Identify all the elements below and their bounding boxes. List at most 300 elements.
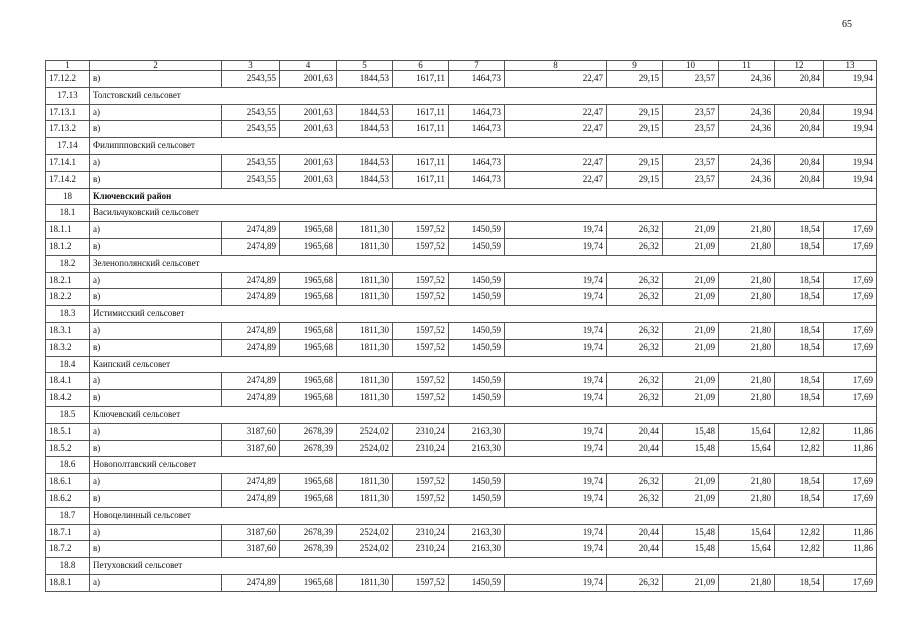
section-row [46, 138, 877, 155]
value-cell: 11,86 [824, 440, 877, 457]
table-row [46, 524, 877, 541]
value-cell: 19,74 [505, 339, 607, 356]
value-cell: 1450,59 [449, 474, 505, 491]
value-cell: 1844,53 [337, 171, 393, 188]
value-cell: 1450,59 [449, 272, 505, 289]
value-cell: 17,69 [824, 390, 877, 407]
value-cell: 1617,11 [393, 171, 449, 188]
value-cell: 2543,55 [222, 171, 280, 188]
value-cell: 1965,68 [280, 272, 337, 289]
value-cell: 1597,52 [393, 373, 449, 390]
value-cell: 1597,52 [393, 390, 449, 407]
value-cell: 2163,30 [449, 440, 505, 457]
value-cell: 1617,11 [393, 121, 449, 138]
section-title: Новоцелинный сельсовет [90, 507, 877, 524]
tariff-table [45, 60, 877, 592]
table-row [46, 423, 877, 440]
table-body [46, 61, 877, 592]
value-cell: 17,69 [824, 322, 877, 339]
value-cell: 23,57 [663, 171, 719, 188]
value-cell: 15,64 [719, 524, 775, 541]
value-cell: 2543,55 [222, 154, 280, 171]
value-cell: 26,32 [607, 390, 663, 407]
value-cell: 18,54 [775, 289, 824, 306]
column-header: 10 [663, 61, 719, 71]
column-header: 8 [505, 61, 607, 71]
value-cell: 2474,89 [222, 272, 280, 289]
column-header: 3 [222, 61, 280, 71]
value-cell: 26,32 [607, 222, 663, 239]
value-cell: 21,80 [719, 238, 775, 255]
value-cell: 1965,68 [280, 474, 337, 491]
row-code: 18.3.1 [46, 322, 90, 339]
value-cell: 26,32 [607, 238, 663, 255]
row-code: 17.12.2 [46, 71, 90, 88]
section-title: Петуховский сельсовет [90, 558, 877, 575]
value-cell: 21,09 [663, 574, 719, 591]
value-cell: 20,84 [775, 104, 824, 121]
value-cell: 24,36 [719, 104, 775, 121]
column-header: 13 [824, 61, 877, 71]
value-cell: 23,57 [663, 104, 719, 121]
page-number: 65 [842, 19, 852, 30]
section-row [46, 507, 877, 524]
value-cell: 20,44 [607, 541, 663, 558]
value-cell: 1844,53 [337, 104, 393, 121]
section-title: Новополтавский сельсовет [90, 457, 877, 474]
row-code: 18.1.2 [46, 238, 90, 255]
value-cell: 26,32 [607, 474, 663, 491]
value-cell: 18,54 [775, 272, 824, 289]
value-cell: 1450,59 [449, 322, 505, 339]
value-cell: 1464,73 [449, 154, 505, 171]
row-code: 18.8 [46, 558, 90, 575]
value-cell: 21,09 [663, 272, 719, 289]
row-label: в) [90, 289, 222, 306]
value-cell: 2543,55 [222, 71, 280, 88]
value-cell: 15,48 [663, 440, 719, 457]
value-cell: 20,84 [775, 71, 824, 88]
table-row [46, 121, 877, 138]
value-cell: 1450,59 [449, 490, 505, 507]
value-cell: 1965,68 [280, 289, 337, 306]
row-code: 18.4 [46, 356, 90, 373]
row-label: в) [90, 390, 222, 407]
row-code: 18 [46, 188, 90, 205]
row-label: а) [90, 423, 222, 440]
table-row [46, 490, 877, 507]
table-row [46, 71, 877, 88]
value-cell: 17,69 [824, 238, 877, 255]
value-cell: 1617,11 [393, 154, 449, 171]
value-cell: 2474,89 [222, 373, 280, 390]
row-code: 18.4.1 [46, 373, 90, 390]
section-title: Ключевский район [90, 188, 877, 205]
column-header: 7 [449, 61, 505, 71]
value-cell: 15,64 [719, 440, 775, 457]
value-cell: 18,54 [775, 238, 824, 255]
value-cell: 21,80 [719, 574, 775, 591]
value-cell: 1811,30 [337, 322, 393, 339]
row-label: в) [90, 339, 222, 356]
row-code: 18.3.2 [46, 339, 90, 356]
table-row [46, 474, 877, 491]
row-code: 17.14.2 [46, 171, 90, 188]
section-title: Филиппповский сельсовет [90, 138, 877, 155]
value-cell: 1617,11 [393, 71, 449, 88]
value-cell: 19,94 [824, 104, 877, 121]
row-label: а) [90, 154, 222, 171]
value-cell: 11,86 [824, 541, 877, 558]
row-label: в) [90, 541, 222, 558]
row-code: 18.8.1 [46, 574, 90, 591]
value-cell: 2474,89 [222, 490, 280, 507]
value-cell: 17,69 [824, 574, 877, 591]
value-cell: 19,94 [824, 171, 877, 188]
value-cell: 1597,52 [393, 574, 449, 591]
value-cell: 2310,24 [393, 524, 449, 541]
value-cell: 23,57 [663, 121, 719, 138]
value-cell: 1597,52 [393, 322, 449, 339]
value-cell: 1811,30 [337, 238, 393, 255]
value-cell: 2001,63 [280, 71, 337, 88]
value-cell: 1811,30 [337, 574, 393, 591]
value-cell: 1597,52 [393, 339, 449, 356]
value-cell: 1965,68 [280, 339, 337, 356]
value-cell: 18,54 [775, 474, 824, 491]
column-header: 6 [393, 61, 449, 71]
row-code: 18.4.2 [46, 390, 90, 407]
value-cell: 19,74 [505, 322, 607, 339]
column-header: 1 [46, 61, 90, 71]
row-label: в) [90, 238, 222, 255]
value-cell: 29,15 [607, 71, 663, 88]
value-cell: 2524,02 [337, 423, 393, 440]
value-cell: 22,47 [505, 154, 607, 171]
value-cell: 21,80 [719, 474, 775, 491]
value-cell: 18,54 [775, 574, 824, 591]
value-cell: 11,86 [824, 423, 877, 440]
value-cell: 21,09 [663, 222, 719, 239]
header-row [46, 61, 877, 71]
value-cell: 2474,89 [222, 238, 280, 255]
value-cell: 19,74 [505, 490, 607, 507]
column-header: 11 [719, 61, 775, 71]
value-cell: 1811,30 [337, 373, 393, 390]
value-cell: 18,54 [775, 373, 824, 390]
value-cell: 21,80 [719, 272, 775, 289]
value-cell: 2001,63 [280, 104, 337, 121]
value-cell: 19,74 [505, 238, 607, 255]
row-code: 18.7.1 [46, 524, 90, 541]
value-cell: 20,44 [607, 524, 663, 541]
value-cell: 2163,30 [449, 541, 505, 558]
value-cell: 18,54 [775, 490, 824, 507]
value-cell: 1844,53 [337, 154, 393, 171]
value-cell: 21,80 [719, 373, 775, 390]
value-cell: 22,47 [505, 71, 607, 88]
value-cell: 24,36 [719, 71, 775, 88]
row-code: 18.2.2 [46, 289, 90, 306]
row-label: а) [90, 373, 222, 390]
row-code: 18.3 [46, 306, 90, 323]
value-cell: 2474,89 [222, 574, 280, 591]
value-cell: 19,74 [505, 574, 607, 591]
section-row [46, 306, 877, 323]
section-title: Ключевский сельсовет [90, 406, 877, 423]
value-cell: 2524,02 [337, 541, 393, 558]
value-cell: 2474,89 [222, 222, 280, 239]
row-code: 18.5 [46, 406, 90, 423]
value-cell: 2474,89 [222, 322, 280, 339]
value-cell: 3187,60 [222, 423, 280, 440]
value-cell: 2474,89 [222, 339, 280, 356]
value-cell: 21,09 [663, 238, 719, 255]
value-cell: 19,74 [505, 423, 607, 440]
section-row [46, 87, 877, 104]
value-cell: 2310,24 [393, 541, 449, 558]
value-cell: 1965,68 [280, 238, 337, 255]
table-row [46, 171, 877, 188]
table-row [46, 104, 877, 121]
value-cell: 15,64 [719, 423, 775, 440]
value-cell: 1844,53 [337, 71, 393, 88]
row-code: 18.5.2 [46, 440, 90, 457]
row-code: 17.14 [46, 138, 90, 155]
value-cell: 18,54 [775, 339, 824, 356]
value-cell: 19,74 [505, 272, 607, 289]
row-code: 18.7.2 [46, 541, 90, 558]
value-cell: 1450,59 [449, 289, 505, 306]
row-label: а) [90, 474, 222, 491]
value-cell: 1450,59 [449, 339, 505, 356]
value-cell: 1965,68 [280, 390, 337, 407]
value-cell: 17,69 [824, 474, 877, 491]
value-cell: 29,15 [607, 121, 663, 138]
table-row [46, 289, 877, 306]
value-cell: 12,82 [775, 541, 824, 558]
section-row [46, 205, 877, 222]
value-cell: 18,54 [775, 390, 824, 407]
value-cell: 1811,30 [337, 490, 393, 507]
row-label: в) [90, 171, 222, 188]
value-cell: 22,47 [505, 171, 607, 188]
row-code: 17.13 [46, 87, 90, 104]
value-cell: 21,09 [663, 390, 719, 407]
section-title: Зеленополянский сельсовет [90, 255, 877, 272]
row-code: 18.6.1 [46, 474, 90, 491]
row-label: а) [90, 222, 222, 239]
value-cell: 1464,73 [449, 121, 505, 138]
value-cell: 17,69 [824, 289, 877, 306]
value-cell: 2001,63 [280, 171, 337, 188]
row-code: 18.6 [46, 457, 90, 474]
row-code: 17.13.2 [46, 121, 90, 138]
table-row [46, 373, 877, 390]
value-cell: 17,69 [824, 490, 877, 507]
value-cell: 2543,55 [222, 104, 280, 121]
value-cell: 21,80 [719, 339, 775, 356]
section-row [46, 356, 877, 373]
value-cell: 2163,30 [449, 423, 505, 440]
section-title: Толстовский сельсовет [90, 87, 877, 104]
section-row [46, 558, 877, 575]
column-header: 9 [607, 61, 663, 71]
value-cell: 3187,60 [222, 524, 280, 541]
table-row [46, 222, 877, 239]
value-cell: 1464,73 [449, 104, 505, 121]
value-cell: 3187,60 [222, 440, 280, 457]
value-cell: 24,36 [719, 154, 775, 171]
value-cell: 18,54 [775, 222, 824, 239]
table-row [46, 541, 877, 558]
value-cell: 21,80 [719, 490, 775, 507]
value-cell: 15,48 [663, 541, 719, 558]
row-code: 18.2.1 [46, 272, 90, 289]
value-cell: 23,57 [663, 154, 719, 171]
value-cell: 20,84 [775, 121, 824, 138]
value-cell: 2524,02 [337, 524, 393, 541]
value-cell: 2524,02 [337, 440, 393, 457]
value-cell: 2163,30 [449, 524, 505, 541]
value-cell: 1464,73 [449, 71, 505, 88]
value-cell: 21,80 [719, 289, 775, 306]
value-cell: 1617,11 [393, 104, 449, 121]
table-row [46, 440, 877, 457]
value-cell: 26,32 [607, 289, 663, 306]
section-row [46, 457, 877, 474]
value-cell: 22,47 [505, 121, 607, 138]
value-cell: 19,94 [824, 71, 877, 88]
value-cell: 1450,59 [449, 390, 505, 407]
value-cell: 19,94 [824, 154, 877, 171]
value-cell: 2678,39 [280, 541, 337, 558]
value-cell: 29,15 [607, 171, 663, 188]
row-label: в) [90, 121, 222, 138]
table-row [46, 322, 877, 339]
value-cell: 2474,89 [222, 390, 280, 407]
value-cell: 21,09 [663, 339, 719, 356]
value-cell: 19,94 [824, 121, 877, 138]
value-cell: 2310,24 [393, 423, 449, 440]
value-cell: 2001,63 [280, 121, 337, 138]
value-cell: 1597,52 [393, 272, 449, 289]
value-cell: 3187,60 [222, 541, 280, 558]
value-cell: 19,74 [505, 289, 607, 306]
value-cell: 18,54 [775, 322, 824, 339]
value-cell: 26,32 [607, 272, 663, 289]
value-cell: 21,80 [719, 222, 775, 239]
section-row [46, 188, 877, 205]
value-cell: 26,32 [607, 322, 663, 339]
value-cell: 19,74 [505, 541, 607, 558]
value-cell: 1597,52 [393, 490, 449, 507]
row-label: а) [90, 104, 222, 121]
value-cell: 1464,73 [449, 171, 505, 188]
value-cell: 24,36 [719, 121, 775, 138]
value-cell: 1844,53 [337, 121, 393, 138]
value-cell: 2678,39 [280, 423, 337, 440]
row-code: 18.2 [46, 255, 90, 272]
value-cell: 20,84 [775, 171, 824, 188]
row-code: 18.1.1 [46, 222, 90, 239]
row-label: а) [90, 272, 222, 289]
value-cell: 21,09 [663, 474, 719, 491]
value-cell: 1597,52 [393, 289, 449, 306]
value-cell: 1965,68 [280, 373, 337, 390]
value-cell: 2678,39 [280, 524, 337, 541]
value-cell: 15,48 [663, 524, 719, 541]
section-title: Истимисский сельсовет [90, 306, 877, 323]
row-label: а) [90, 322, 222, 339]
value-cell: 20,44 [607, 423, 663, 440]
value-cell: 19,74 [505, 222, 607, 239]
value-cell: 1597,52 [393, 222, 449, 239]
value-cell: 19,74 [505, 440, 607, 457]
column-header: 5 [337, 61, 393, 71]
value-cell: 1811,30 [337, 222, 393, 239]
value-cell: 2474,89 [222, 289, 280, 306]
row-code: 18.6.2 [46, 490, 90, 507]
value-cell: 21,09 [663, 289, 719, 306]
value-cell: 19,74 [505, 524, 607, 541]
value-cell: 2543,55 [222, 121, 280, 138]
value-cell: 2001,63 [280, 154, 337, 171]
value-cell: 17,69 [824, 339, 877, 356]
value-cell: 1965,68 [280, 322, 337, 339]
value-cell: 23,57 [663, 71, 719, 88]
value-cell: 19,74 [505, 373, 607, 390]
value-cell: 17,69 [824, 222, 877, 239]
row-label: в) [90, 490, 222, 507]
value-cell: 20,44 [607, 440, 663, 457]
column-header: 4 [280, 61, 337, 71]
section-row [46, 406, 877, 423]
row-code: 18.7 [46, 507, 90, 524]
value-cell: 26,32 [607, 373, 663, 390]
value-cell: 1965,68 [280, 574, 337, 591]
value-cell: 1811,30 [337, 289, 393, 306]
value-cell: 21,09 [663, 490, 719, 507]
value-cell: 21,09 [663, 373, 719, 390]
value-cell: 1811,30 [337, 272, 393, 289]
value-cell: 29,15 [607, 104, 663, 121]
column-header: 2 [90, 61, 222, 71]
value-cell: 12,82 [775, 524, 824, 541]
value-cell: 15,64 [719, 541, 775, 558]
row-code: 17.13.1 [46, 104, 90, 121]
value-cell: 19,74 [505, 474, 607, 491]
value-cell: 11,86 [824, 524, 877, 541]
column-header: 12 [775, 61, 824, 71]
value-cell: 17,69 [824, 373, 877, 390]
value-cell: 1450,59 [449, 574, 505, 591]
value-cell: 1450,59 [449, 238, 505, 255]
row-label: в) [90, 71, 222, 88]
value-cell: 1965,68 [280, 222, 337, 239]
value-cell: 1450,59 [449, 373, 505, 390]
value-cell: 1450,59 [449, 222, 505, 239]
row-label: а) [90, 574, 222, 591]
value-cell: 2474,89 [222, 474, 280, 491]
value-cell: 29,15 [607, 154, 663, 171]
value-cell: 21,80 [719, 322, 775, 339]
value-cell: 1597,52 [393, 238, 449, 255]
value-cell: 15,48 [663, 423, 719, 440]
value-cell: 2310,24 [393, 440, 449, 457]
section-title: Васильчуковский сельсовет [90, 205, 877, 222]
row-code: 17.14.1 [46, 154, 90, 171]
